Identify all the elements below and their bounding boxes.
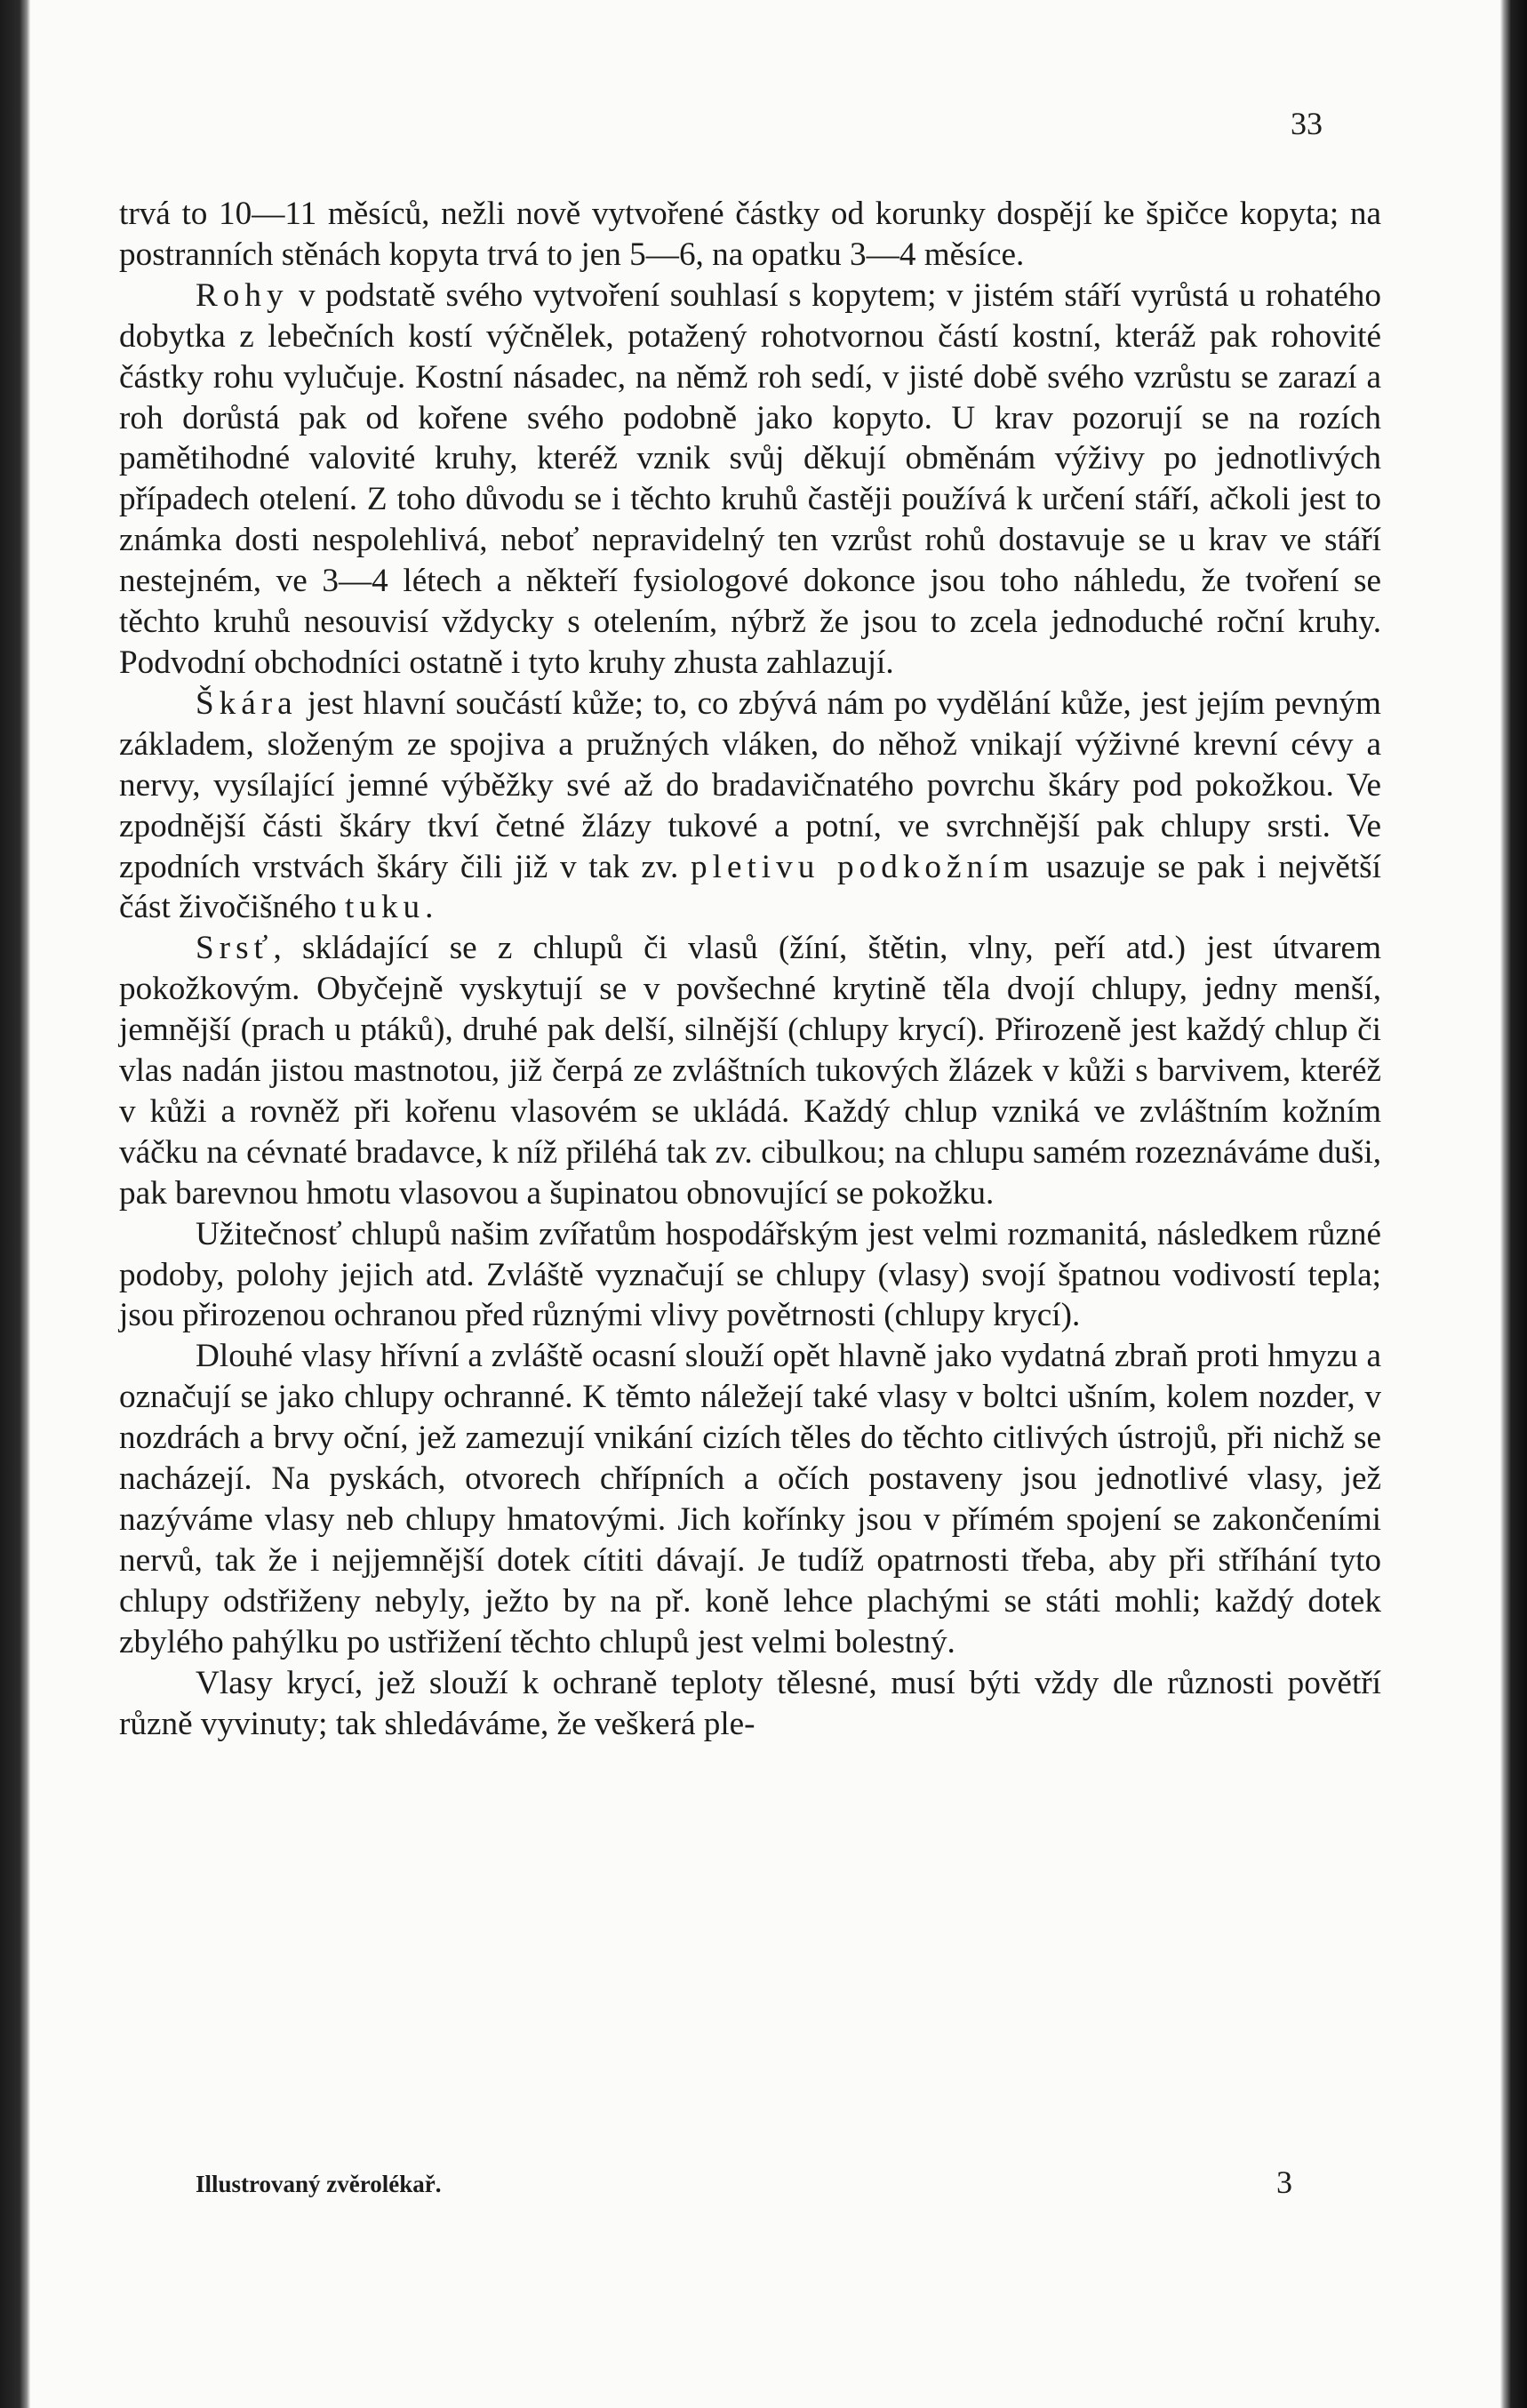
- scan-edge-right: [1500, 0, 1527, 2408]
- term-fat: tuku: [345, 889, 426, 926]
- page-footer: [119, 2164, 1381, 2208]
- term-subcutaneous-tissue: pletivu podkožním: [691, 848, 1035, 885]
- paragraph-horns-text: v podstatě svého vytvoření souhlasí s kopytem; v jistém stáří vyrůstá u rohatého dobytka z lebečních kostí výčnělek, potažený rohotvornou částí kostní, kteráž pak rohovité částky rohu vylučuje. Kostní násadec, na němž roh sedí, v jisté době svého vzrůstu se zarazí a roh dorůstá pak od kořene svého podobně jako kopyto. U krav pozorují se na rozích pamětihodné valovité kruhy, kteréž vznik svůj děkují obměnám výživy po jednotlivých případech otelení. Z toho důvodu se i těchto kruhů častěji používá k určení stáří, ačkoli jest to známka dosti nespolehlivá, neboť nepravidelný ten vzrůst rohů dostavuje se u krav ve stáří nestejném, ve 3—4 létech a někteří fysiologové dokonce jsou toho náhledu, že tvoření se těchto kruhů nesouvisí vždycky s otelením, nýbrž že jsou to zcela jednoduché roční kruhy. Podvodní obchodníci ostatně i tyto kruhy zhusta zahlazují.: [119, 276, 1381, 681]
- body-text: [119, 194, 1381, 1744]
- paragraph-dermis-end: .: [425, 889, 434, 926]
- paragraph-long-hairs: Dlouhé vlasy hřívní a zvláště ocasní slouží opět hlavně jako vydatná zbraň proti hmyzu a označují se jako chlupy ochranné. K těmto náležejí také vlasy v boltci ušním, kolem nozder, v nozdrách a brvy oční, jež zamezují vnikání cizích těles do těchto citlivých ústrojů, při nichž se nacházejí. Na pyskách, otvorech chřípních a očích postaveny jsou jednotlivé vlasy, jež nazýváme vlasy neb chlupy hmatovými. Jich kořínky jsou v přímém spojení se zakončeními nervů, tak že i nejjemnější dotek cítiti dávají. Je tudíž opatrnosti třeba, aby při stříhání tyto chlupy odstřiženy nebyly, ježto by na př. koně lehce plachými se státi mohli; každý dotek zbylého pahýlku po ustřižení těchto chlupů jest velmi bolestný.: [119, 1338, 1381, 1660]
- paragraph-horns: [119, 276, 1381, 684]
- paragraph-hoof-growth: trvá to 10—11 měsíců, nežli nově vytvořené částky od korunky dospějí ke špičce kopyta; na postranních stěnách kopyta trvá to jen 5—6, na opatku 3—4 měsíce.: [119, 196, 1381, 273]
- paragraph-hair-usefulness: Užitečnosť chlupů našim zvířatům hospodářským jest velmi rozmanitá, následkem různé podoby, polohy jejich atd. Zvláště vyznačují se chlupy (vlasy) svojí špatnou vodivostí tepla; jsou přirozenou ochranou před různými vlivy povětrnosti (chlupy krycí).: [119, 1215, 1381, 1334]
- paragraph-dermis-text-2: usazuje se pak i největší část živočišného: [119, 848, 1381, 926]
- paragraph-hair-coat: [119, 928, 1381, 1213]
- paragraph-hair-coat-text: , skládající se z chlupů či vlasů (žíní, štětin, vlny, peří atd.) jest útvarem pokožkovým. Obyčejně vyskytují se v povšechné krytině těla dvojí chlupy, jedny menší, jemnější (prach u ptáků), druhé pak delší, silnější (chlupy krycí). Přirozeně jest každý chlup či vlas nadán jistou mastnotou, již čerpá ze zvláštních tukových žlázek v kůži s barvivem, kteréž v kůži a rovněž při kořenu vlasovém se ukládá. Každý chlup vzniká ve zvláštním kožním váčku na cévnaté bradavce, k níž přiléhá tak zv. cibulkou; na chlupu samém rozeznáváme duši, pak barevnou hmotu vlasovou a šupinatou obnovující se pokožku.: [119, 930, 1381, 1212]
- footer-book-title: Illustrovaný zvěrolékař.: [196, 2171, 442, 2197]
- page-number: 33: [1291, 106, 1323, 141]
- term-hair-coat: Srsť: [196, 930, 274, 967]
- term-dermis: Škára: [196, 684, 298, 722]
- footer-signature-mark: 3: [1276, 2164, 1292, 2200]
- paragraph-dermis-text: jest hlavní součástí kůže; to, co zbývá nám po vydělání kůže, jest jejím pevným základem, složeným ze spojiva a pružných vláken, do něhož vnikají výživné krevní cévy a nervy, vysílající jemné výběžky své až do bradavičnatého povrchu škáry pod pokožkou. Ve zpodnější části škáry tkví četné žlázy tukové a potní, ve svrchnější pak chlupy srsti. Ve zpodních vrstvách škáry čili již v tak zv.: [119, 684, 1381, 885]
- paragraph-dermis: [119, 684, 1381, 928]
- term-horns: Rohy: [196, 276, 289, 314]
- paragraph-covering-hairs: Vlasy krycí, jež slouží k ochraně teploty tělesné, musí býti vždy dle různosti povětří různě vyvinuty; tak shledáváme, že veškerá ple-: [119, 1664, 1381, 1742]
- scan-edge-left: [0, 0, 30, 2408]
- book-page: [30, 0, 1500, 2408]
